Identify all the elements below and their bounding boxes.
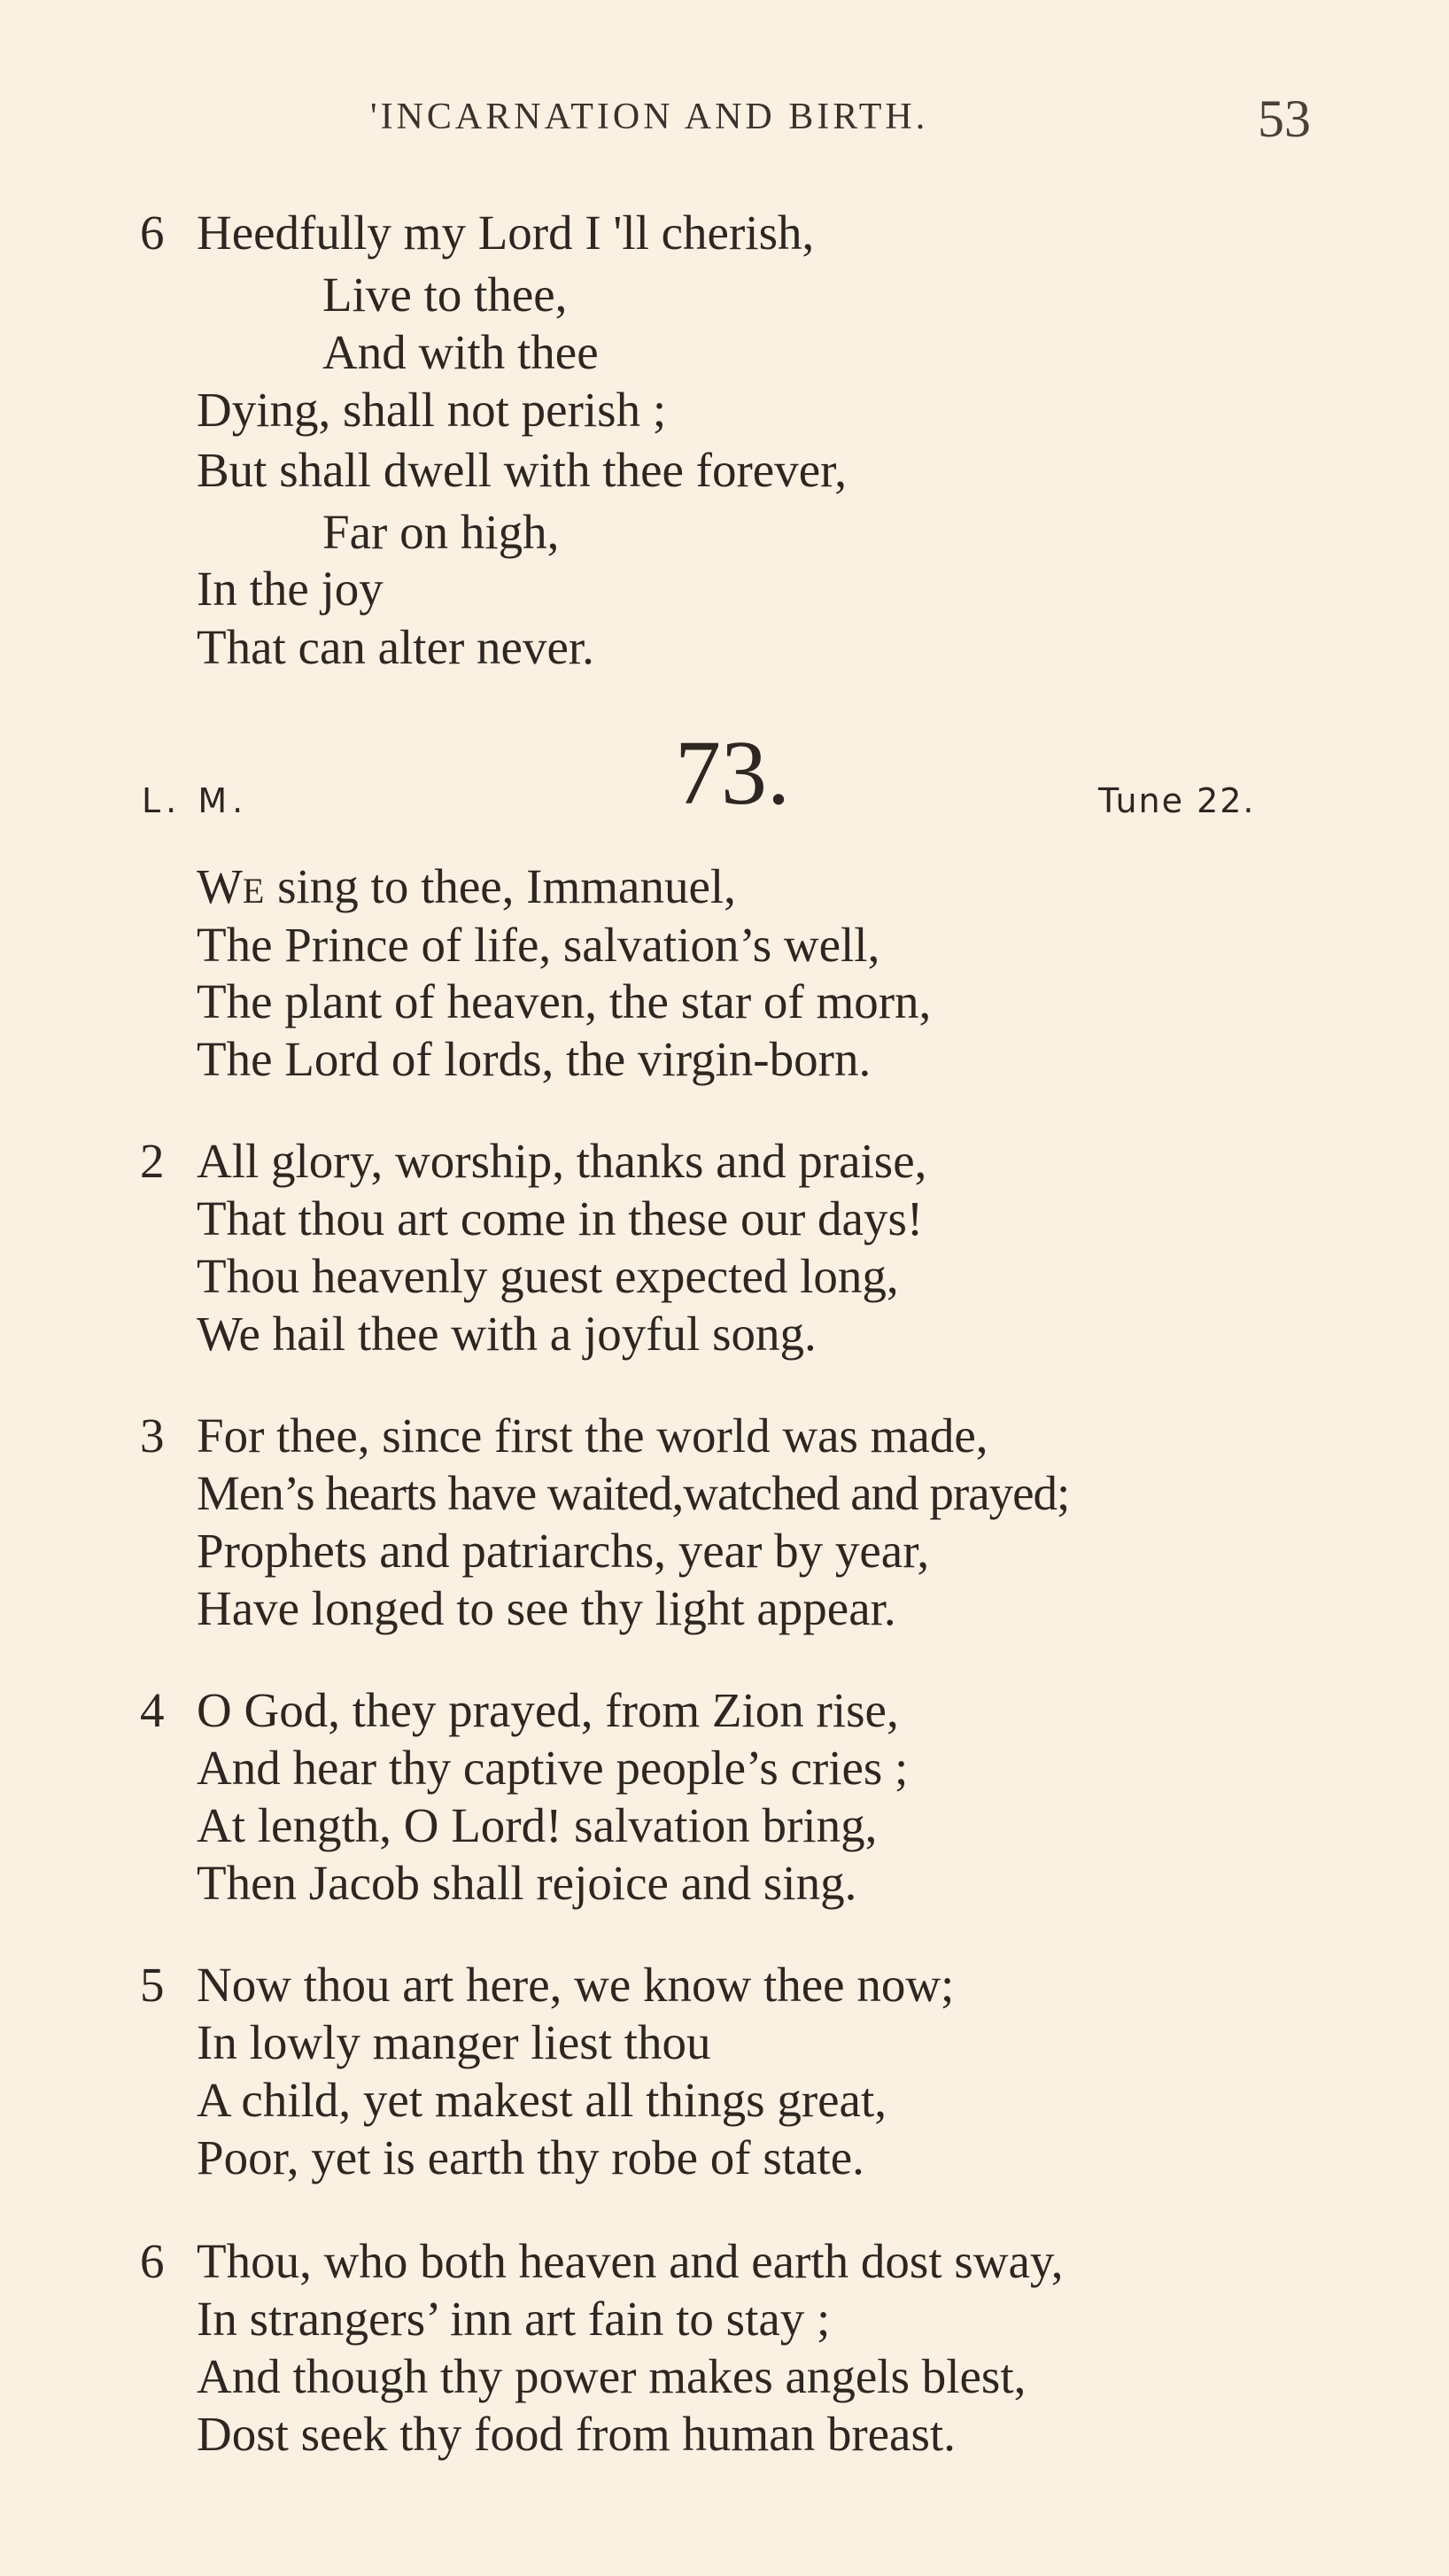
verse-line: Thou, who both heaven and earth dost sway, [197,2234,1064,2288]
verse-line: Prophets and patriarchs, year by year, [197,1524,930,1578]
verse-line: And with thee [322,325,599,379]
verse-number: 5 [140,1958,165,2012]
verse-line: Dying, shall not perish ; [197,383,667,437]
verse-line: Have longed to see thy light appear. [197,1581,896,1635]
tune-label: Tune 22. [1098,781,1256,820]
verse-line: All glory, worship, thanks and praise, [197,1134,927,1188]
verse-line: Live to thee, [322,268,568,322]
verse-line: Men’s hearts have waited,watched and prayed; [197,1466,1070,1520]
verse-line: In strangers’ inn art fain to stay ; [197,2292,831,2346]
hymn-number: 73. [675,722,790,824]
verse-line: Far on high, [322,505,560,559]
verse-number: 6 [140,206,165,260]
verse-line: A child, yet makest all things great, [197,2073,887,2127]
verse-line: That can alter never. [197,620,594,674]
verse-line: We hail thee with a joyful song. [197,1307,817,1361]
verse-line: But shall dwell with thee forever, [197,443,847,497]
verse-line: Poor, yet is earth thy robe of state. [197,2130,864,2184]
verse-line: At length, O Lord! salvation bring, [197,1798,878,1852]
verse-line: Heedfully my Lord I 'll cherish, [197,206,815,260]
verse-line: The plant of heaven, the star of morn, [197,974,932,1028]
drop-cap: W [197,859,243,913]
verse-line: Dost seek thy food from human breast. [197,2407,956,2461]
verse-line: The Lord of lords, the virgin-born. [197,1032,872,1086]
first-line-rest: sing to thee, Immanuel, [265,859,736,913]
verse-number: 2 [140,1134,165,1188]
verse-line [197,859,736,919]
verse-line: That thou art come in these our days! [197,1191,924,1245]
page-number: 53 [1258,89,1311,148]
verse-line: Thou heavenly guest expected long, [197,1249,899,1303]
verse-line: In lowly manger liest thou [197,2015,711,2069]
verse-line: O God, they prayed, from Zion rise, [197,1683,899,1737]
verse-line: And though thy power makes angels blest, [197,2349,1027,2403]
verse-line: In the joy [197,562,384,616]
verse-line: For thee, since first the world was made, [197,1408,988,1463]
verse-line: Then Jacob shall rejoice and sing. [197,1856,857,1910]
verse-line: The Prince of life, salvation’s well, [197,918,880,972]
verse-line: And hear thy captive people’s cries ; [197,1741,909,1795]
verse-number: 6 [140,2234,165,2288]
verse-number: 3 [140,1408,165,1463]
verse-line: Now thou art here, we know thee now; [197,1958,955,2012]
meter-label: L. M. [142,781,249,820]
verse-number: 4 [140,1683,165,1737]
small-caps: E [242,871,266,911]
running-head: 'INCARNATION AND BIRTH. [370,97,929,137]
